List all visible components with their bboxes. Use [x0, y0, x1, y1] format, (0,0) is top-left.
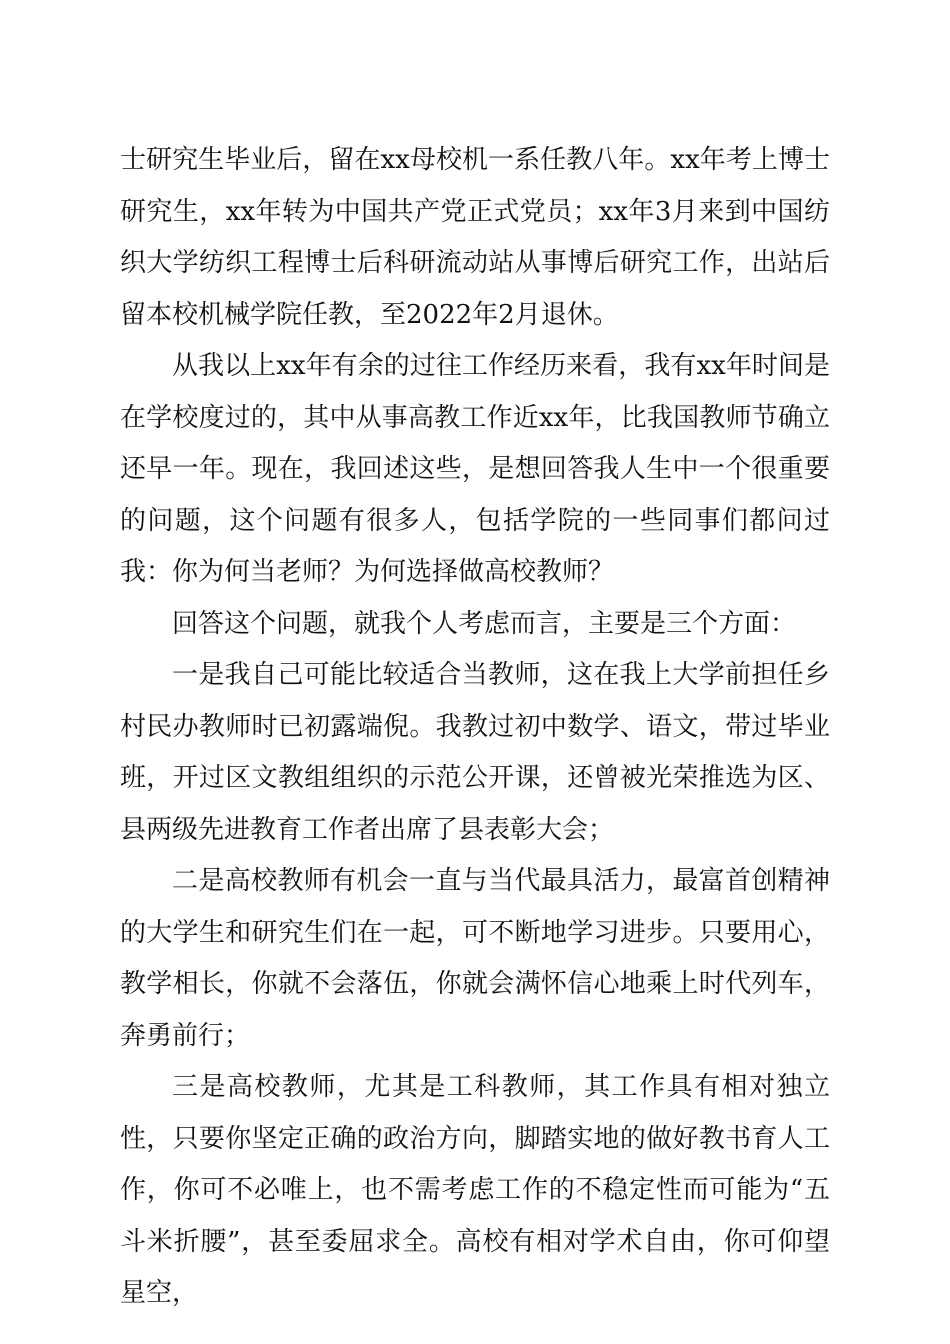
paragraph-continued: 士研究生毕业后，留在xx母校机一系任教八年。xx年考上博士研究生，xx年转为中国共产党正式党员；xx年3月来到中国纺织大学纺织工程博士后科研流动站从事博后研究工作，出站后留本校机械学院任教，至2022年2月退休。 [120, 145, 830, 330]
paragraph-answer-intro: 回答这个问题，就我个人考虑而言，主要是三个方面： [172, 608, 797, 639]
paragraph-reason-three: 三是高校教师，尤其是工科教师，其工作具有相对独立性，只要你坚定正确的政治方向，脚踏实地的做好教书育人工作，你可不必唯上，也不需考虑工作的不稳定性而可能为“五斗米折腰”，甚至委屈求全。高校有相对学术自由，你可仰望星空， [120, 1072, 830, 1308]
document-body [120, 135, 830, 1320]
paragraph-reason-one: 一是我自己可能比较适合当教师，这在我上大学前担任乡村民办教师时已初露端倪。我教过初中数学、语文，带过毕业班，开过区文教组组织的示范公开课，还曾被光荣推选为区、县两级先进教育工作者出席了县表彰大会； [120, 660, 830, 845]
paragraph-reason-two: 二是高校教师有机会一直与当代最具活力，最富首创精神的大学生和研究生们在一起，可不断地学习进步。只要用心，教学相长，你就不会落伍，你就会满怀信心地乘上时代列车，奔勇前行； [120, 866, 830, 1051]
paragraph-work-experience: 从我以上xx年有余的过往工作经历来看，我有xx年时间是在学校度过的，其中从事高教工作近xx年，比我国教师节确立还早一年。现在，我回述这些，是想回答我人生中一个很重要的问题，这个问题有很多人，包括学院的一些同事们都问过我：你为何当老师？为何选择做高校教师？ [120, 351, 830, 587]
